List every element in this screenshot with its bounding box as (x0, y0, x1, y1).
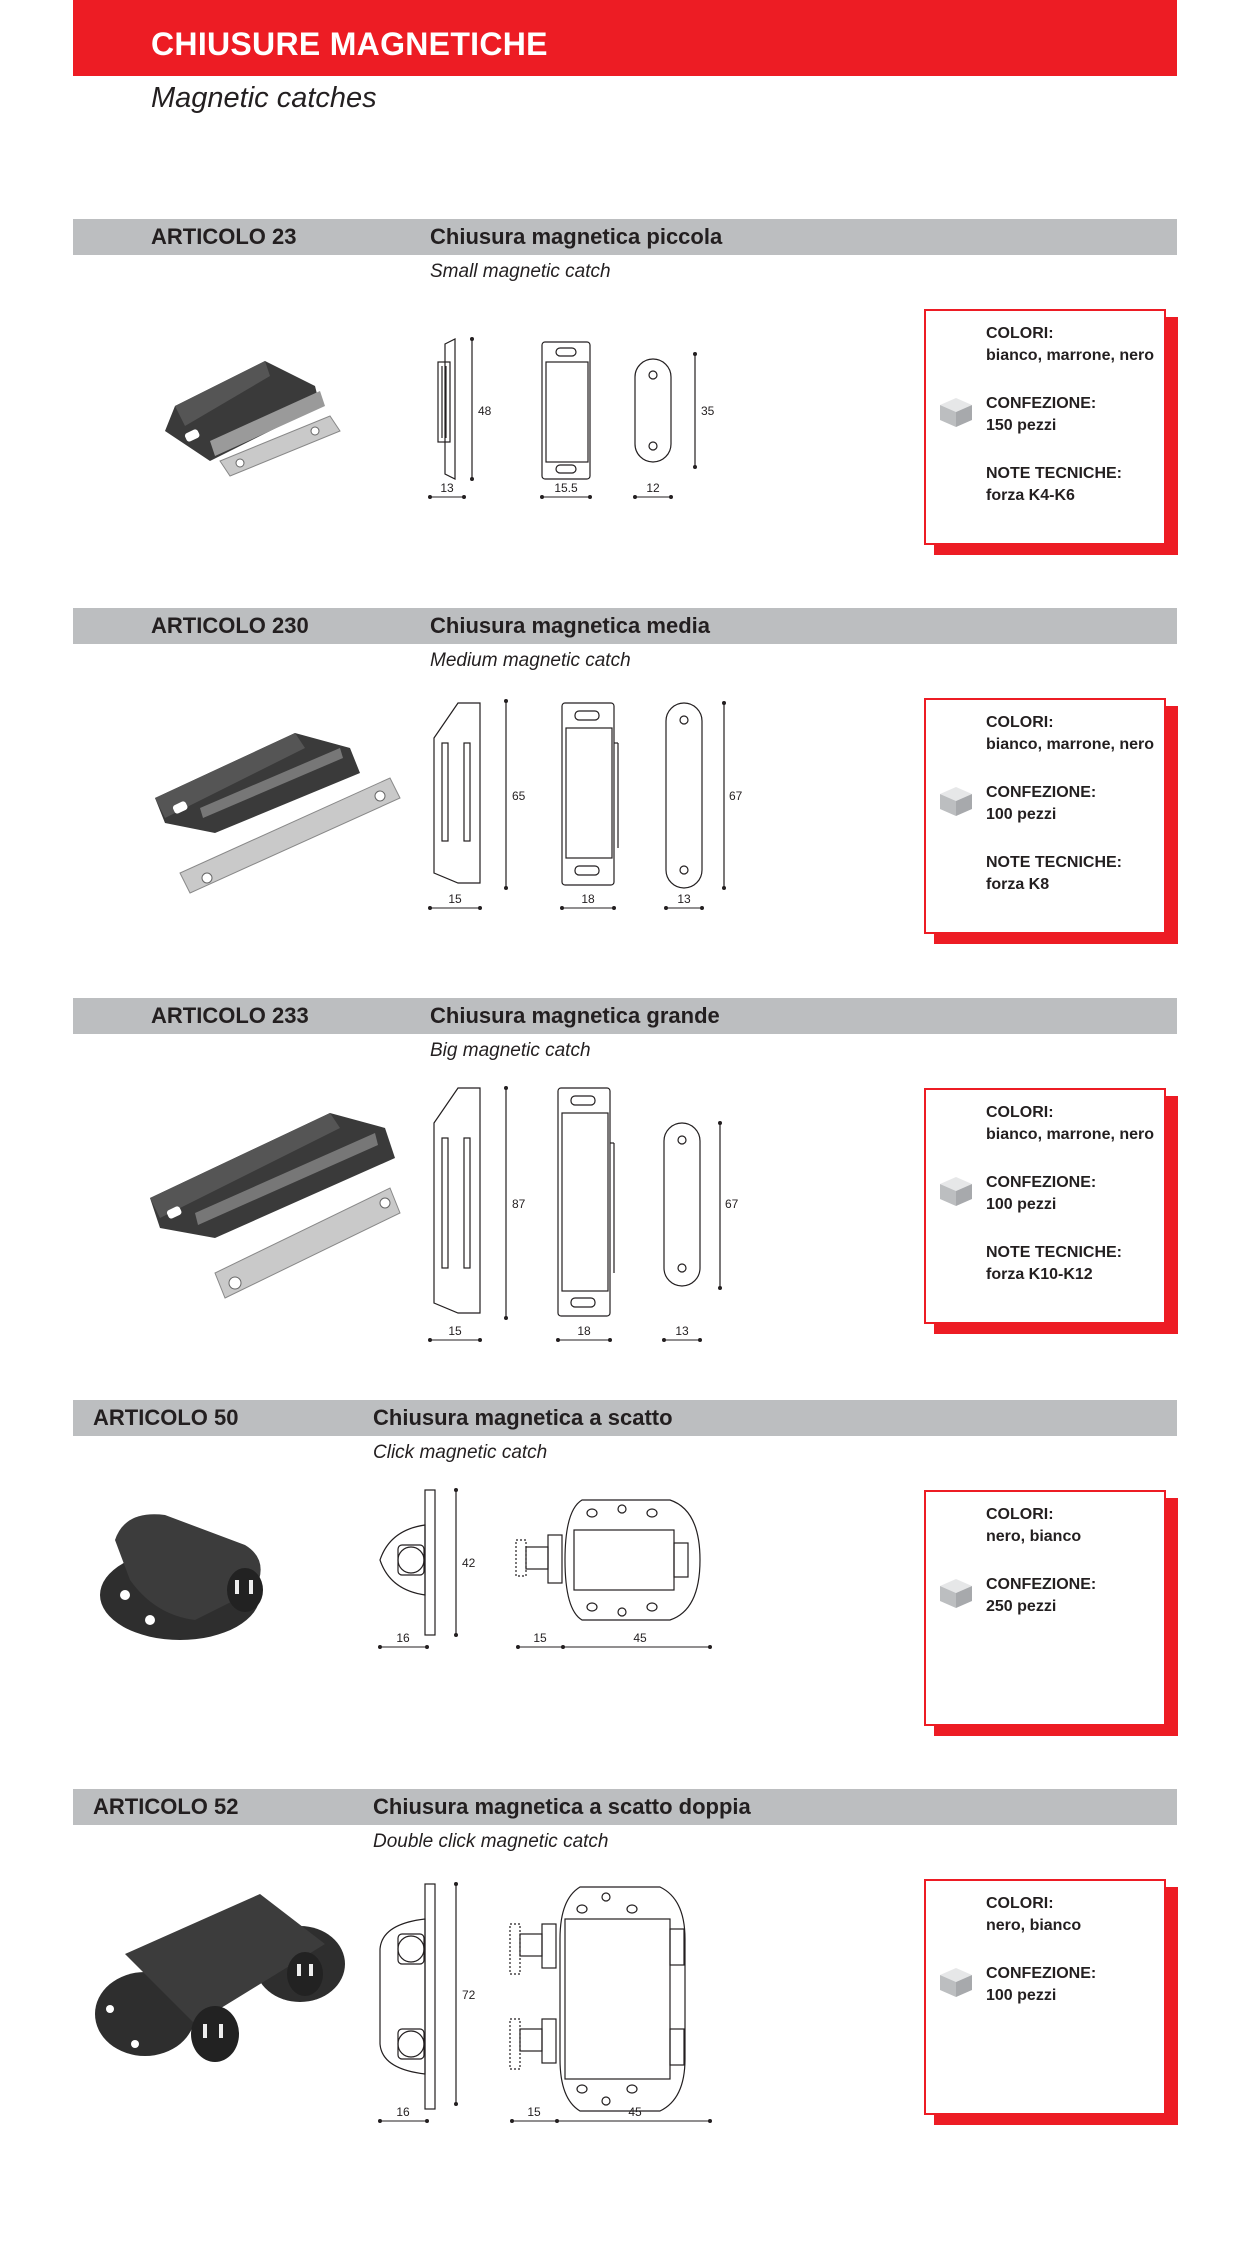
notes-value: forza K10-K12 (986, 1266, 1093, 1283)
article-23 (0, 219, 1240, 599)
package-icon (938, 1576, 974, 1610)
package-icon (938, 1174, 974, 1208)
colors-value: nero, bianco (986, 1528, 1082, 1545)
dim-width-2: 15 (533, 1631, 547, 1645)
article-50 (0, 1400, 1240, 1780)
pack-label: CONFEZIONE: (986, 1576, 1097, 1593)
dim-height-2: 67 (729, 789, 743, 803)
article-name: Chiusura magnetica a scatto doppia (373, 1794, 751, 1819)
notes-label: NOTE TECNICHE: (986, 465, 1122, 482)
article-name: Chiusura magnetica piccola (430, 224, 723, 249)
dim-width-3: 45 (633, 1631, 647, 1645)
article-code: ARTICOLO 230 (151, 613, 309, 638)
page-title: CHIUSURE MAGNETICHE (151, 26, 548, 62)
info-box (924, 309, 1166, 545)
dim-height-2: 35 (701, 404, 715, 418)
article-name-en: Click magnetic catch (373, 1442, 548, 1463)
colors-value: nero, bianco (986, 1917, 1082, 1934)
colors-label: COLORI: (986, 1104, 1054, 1121)
product-photo (85, 1884, 350, 2084)
package-icon (938, 395, 974, 429)
article-code: ARTICOLO 52 (93, 1794, 239, 1819)
dim-width-1: 15 (448, 892, 462, 906)
technical-drawing (370, 1879, 730, 2119)
dim-width-3: 45 (628, 2105, 642, 2119)
pack-label: CONFEZIONE: (986, 1965, 1097, 1982)
dim-height-1: 65 (512, 789, 526, 803)
info-box (924, 1879, 1166, 2115)
article-name: Chiusura magnetica grande (430, 1003, 720, 1028)
colors-value: bianco, marrone, nero (986, 1126, 1155, 1143)
dim-width-3: 13 (677, 892, 691, 906)
colors-label: COLORI: (986, 714, 1054, 731)
product-photo (95, 1500, 280, 1650)
colors-value: bianco, marrone, nero (986, 736, 1155, 753)
package-icon (938, 784, 974, 818)
dim-width-2: 15.5 (554, 481, 578, 495)
pack-value: 250 pezzi (986, 1598, 1057, 1615)
colors-label: COLORI: (986, 1895, 1054, 1912)
pack-label: CONFEZIONE: (986, 784, 1097, 801)
notes-value: forza K4-K6 (986, 487, 1075, 504)
dim-width-3: 13 (675, 1324, 689, 1338)
article-code: ARTICOLO 23 (151, 224, 297, 249)
technical-drawing (420, 1083, 740, 1353)
article-name-en: Small magnetic catch (430, 261, 611, 282)
dim-height-1: 87 (512, 1197, 526, 1211)
info-box (924, 698, 1166, 934)
product-photo (145, 1103, 410, 1313)
pack-value: 100 pezzi (986, 1987, 1057, 2004)
article-230 (0, 608, 1240, 988)
technical-drawing (370, 1485, 730, 1655)
notes-label: NOTE TECNICHE: (986, 1244, 1122, 1261)
technical-drawing (420, 698, 743, 928)
pack-value: 150 pezzi (986, 417, 1057, 434)
colors-label: COLORI: (986, 1506, 1054, 1523)
dim-width-1: 16 (396, 2105, 410, 2119)
article-name: Chiusura magnetica a scatto (373, 1405, 673, 1430)
dim-height-1: 42 (462, 1556, 476, 1570)
dim-width-1: 15 (448, 1324, 462, 1338)
notes-label: NOTE TECNICHE: (986, 854, 1122, 871)
pack-value: 100 pezzi (986, 806, 1057, 823)
article-name-en: Double click magnetic catch (373, 1831, 609, 1852)
product-photo (145, 331, 345, 491)
dim-height-1: 48 (478, 404, 492, 418)
dim-height-1: 72 (462, 1988, 476, 2002)
dim-width-3: 12 (646, 481, 660, 495)
article-name: Chiusura magnetica media (430, 613, 710, 638)
article-code: ARTICOLO 50 (93, 1405, 239, 1430)
pack-label: CONFEZIONE: (986, 395, 1097, 412)
info-box (924, 1088, 1166, 1324)
article-name-en: Medium magnetic catch (430, 650, 631, 671)
product-photo (145, 723, 410, 913)
colors-value: bianco, marrone, nero (986, 347, 1155, 364)
article-233 (0, 998, 1240, 1378)
info-box (924, 1490, 1166, 1726)
dim-width-1: 16 (396, 1631, 410, 1645)
dim-width-2: 18 (577, 1324, 591, 1338)
technical-drawing (420, 334, 740, 509)
pack-label: CONFEZIONE: (986, 1174, 1097, 1191)
article-52 (0, 1789, 1240, 2169)
package-icon (938, 1965, 974, 1999)
page-subtitle: Magnetic catches (151, 82, 377, 114)
article-name-en: Big magnetic catch (430, 1040, 591, 1061)
article-code: ARTICOLO 233 (151, 1003, 309, 1028)
dim-height-2: 67 (725, 1197, 739, 1211)
notes-value: forza K8 (986, 876, 1050, 893)
dim-width-2: 18 (581, 892, 595, 906)
colors-label: COLORI: (986, 325, 1054, 342)
dim-width-1: 13 (440, 481, 454, 495)
pack-value: 100 pezzi (986, 1196, 1057, 1213)
dim-width-2: 15 (527, 2105, 541, 2119)
